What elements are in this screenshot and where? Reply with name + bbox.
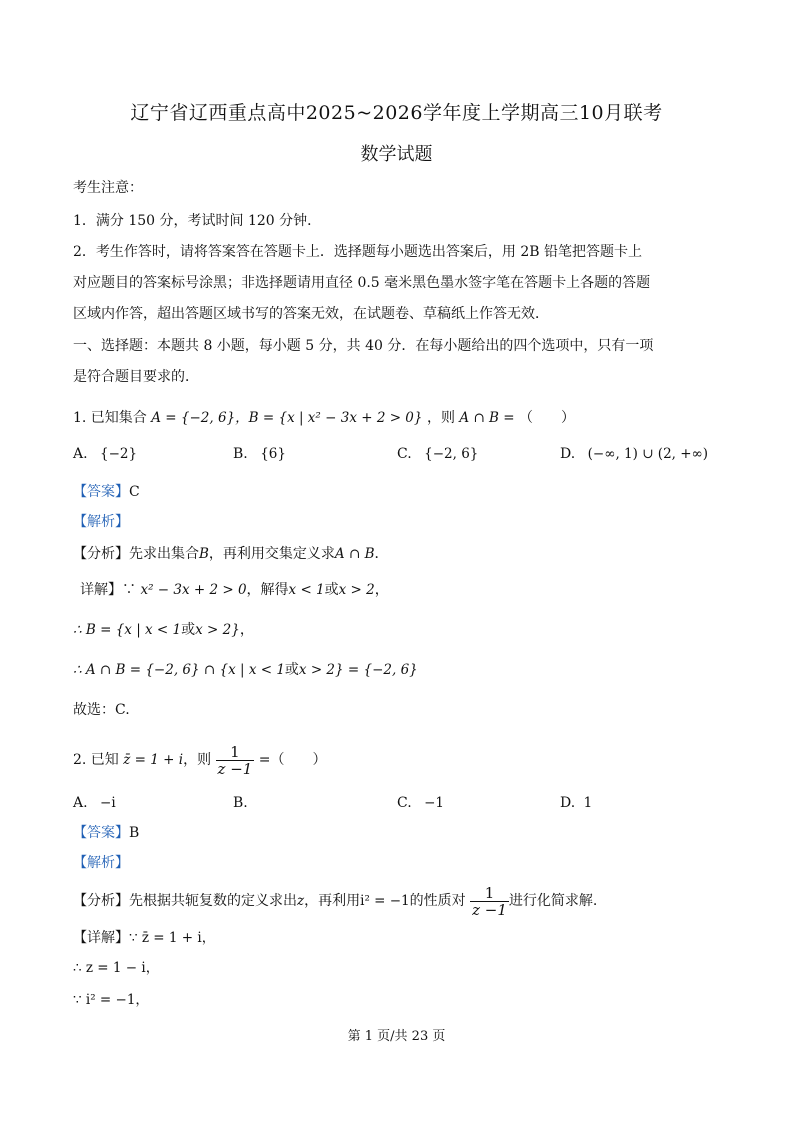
notice-item-1: 1．满分 150 分，考试时间 120 分钟． [73,213,322,229]
q1-prefix: 1. 已知集合 [73,410,147,426]
line-b-end: ， [239,622,254,638]
section-heading-line-2: 是符合题目要求的． [73,369,199,385]
notice-item-2-line-1: 2．考生作答时，请将答案答在答题卡上．选择题每小题选出答案后，用 2B 铅笔把答题卡上 [73,244,643,260]
fenxi-tag: 【分析】 [73,893,129,909]
q2-option-a [73,793,116,813]
answer-tag: 【答案】 [73,484,129,500]
option-letter: A. [73,446,88,462]
q2-fenxi [73,880,597,922]
detail-tag: 【详解】 [73,930,129,946]
q1-fenxi [73,544,389,564]
q1-option-c [397,444,478,464]
detail-comma: ， [374,582,389,598]
line-b-or: 或 [181,622,196,638]
fenxi-tag: 【分析】 [73,546,129,562]
q2-fraction [216,744,255,777]
q1-line-b [73,620,254,640]
notice-heading: 考生注意： [73,180,143,196]
q1-mid: ，则 [426,410,455,426]
option-value: {6} [260,446,286,462]
q2-detail-line-2 [73,958,159,978]
line-b-expr-2: x > 2} [195,622,240,638]
fraction-denominator: z −1 [217,759,253,778]
option-letter: B. [233,446,248,462]
q2-mid: ，则 [183,752,212,768]
detail-text: ，解得 [246,582,289,598]
notice-item-2-line-3: 区域内作答，超出答题区域书写的答案无效，在试题卷、草稿纸上作答无效． [73,306,549,322]
option-letter: C. [397,795,412,811]
option-letter: D. [560,446,576,462]
because-symbol: ∵ [122,582,136,598]
section-heading-line-1: 一、选择题：本题共 8 小题，每小题 5 分，共 40 分．在每小题给出的四个选项中，只有一项 [73,338,654,354]
option-value: −1 [424,795,445,811]
q2-detail-line-1 [73,928,215,948]
option-value: 1 [583,795,593,811]
option-value: (−∞, 1) ∪ (2, +∞) [587,446,709,462]
fenxi-end: ． [374,546,389,562]
q1-answer [73,482,140,502]
line-ab-expr: ∴ A ∩ B = {−2, 6} ∩ {x | x < 1 [73,662,285,678]
detail-line-1: ∵ z̄ = 1 + i， [129,930,216,946]
q2-answer [73,823,139,843]
q2-option-d [560,793,592,813]
q1-line-ab [73,660,418,680]
option-value: −i [100,795,116,811]
fenxi-expr: A ∩ B [334,546,375,562]
detail-inequality: x² − 3x + 2 > 0 [140,582,247,598]
q1-analysis-tag: 【解析】 [73,514,129,530]
page-footer: 第 1 页/共 23 页 [347,1029,446,1044]
fraction-numerator: 1 [216,744,255,761]
detail-tag: 详解】 [80,582,122,598]
option-letter: D. [560,795,576,811]
detail-or: 或 [324,582,339,598]
q1-option-b [233,444,286,464]
q2-analysis-tag: 【解析】 [73,855,129,871]
q1-paren: （ ） [519,410,576,426]
line-ab-expr-2: x > 2} = {−2, 6} [298,662,418,678]
notice-item-2-line-2: 对应题目的答案标号涂黑；非选择题请用直径 0.5 毫米黑色墨水签字笔在答题卡上各题的答题 [73,275,651,291]
fraction-denominator: z −1 [472,900,507,919]
option-value: {−2} [100,446,138,462]
detail-solution-1: x < 1 [288,582,325,598]
q2-equals: = [258,752,271,768]
answer-value: B [129,825,140,841]
line-ab-or: 或 [284,662,299,678]
fenxi-text: 先根据共轭复数的定义求出 [129,893,297,909]
page-title: 辽宁省辽西重点高中2025~2026学年度上学期高三10月联考 [130,102,663,124]
q1-detail [80,580,389,600]
q2-expr: z̄ = 1 + i [123,752,184,768]
answer-value: C [129,484,140,500]
fenxi-text-3: 的性质对 [409,893,466,909]
fenxi-text-4: 进行化简求解. [508,893,598,909]
q2-paren: （ ） [270,752,327,768]
option-value: {−2, 6} [424,446,479,462]
q2-option-b [233,793,256,813]
option-letter: A. [73,795,88,811]
q1-ask: A ∩ B = [459,410,515,426]
page-subtitle: 数学试题 [360,144,433,165]
fenxi-text: 先求出集合 [129,546,199,562]
question-2-stem [73,740,327,780]
detail-line-2: ∴ z = 1 − i， [73,960,160,976]
q2-option-c [397,793,444,813]
fenxi-fraction [470,885,509,918]
fraction-numerator: 1 [470,885,509,902]
fenxi-z: z [297,893,305,909]
answer-tag: 【答案】 [73,825,129,841]
q1-option-d [560,444,708,464]
line-b-expr: ∴ B = {x | x < 1 [73,622,182,638]
fenxi-set-b: B [199,546,209,562]
detail-solution-2: x > 2 [338,582,375,598]
option-letter: C. [397,446,412,462]
fenxi-i-squared: i² = −1 [360,893,410,909]
option-letter: B. [233,795,248,811]
q1-sets: A = {−2, 6}，B = {x | x² − 3x + 2 > 0} [151,410,423,426]
detail-line-3: ∵ i² = −1， [73,992,149,1008]
fenxi-text-2: ，再利用交集定义求 [208,546,335,562]
fenxi-text-2: ，再利用 [304,893,361,909]
q1-choose: 故选：C. [73,702,130,718]
q2-detail-line-3 [73,990,149,1010]
question-1-stem [73,408,575,428]
q1-option-a [73,444,137,464]
q2-prefix: 2. 已知 [73,752,119,768]
